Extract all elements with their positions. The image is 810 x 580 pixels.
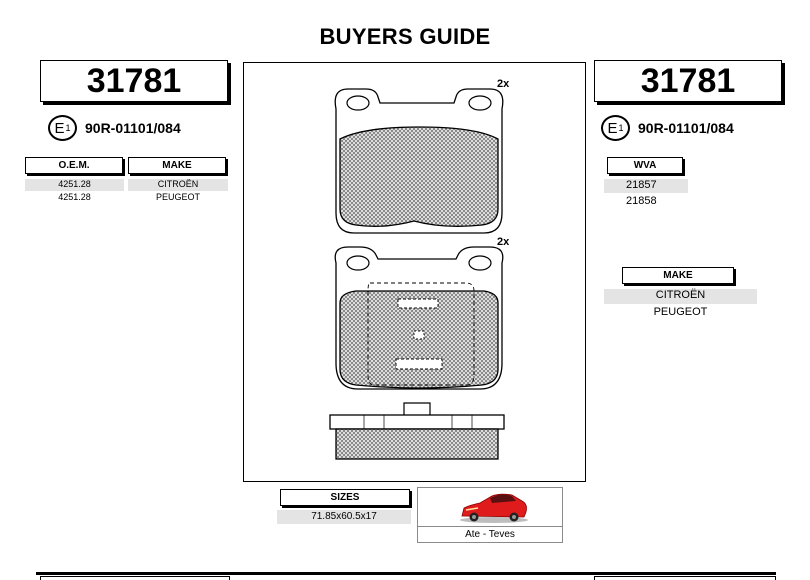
part-number-right: 31781 <box>594 60 782 102</box>
sizes-value: 71.85x60.5x17 <box>277 510 411 524</box>
bottom-pad-clip-center <box>414 331 424 339</box>
e-mark-icon <box>48 115 77 141</box>
wva-value-1: 21857 <box>604 179 688 193</box>
oem-make-1: CITROËN <box>128 179 228 191</box>
bottom-pad-left-hole <box>347 256 369 270</box>
top-pad-quantity: 2x <box>497 78 510 90</box>
make-header-left: MAKE <box>128 157 226 174</box>
bottom-pad-right-hole <box>469 256 491 270</box>
e-mark-number: 1 <box>618 123 624 133</box>
side-view-backing <box>330 415 504 429</box>
make-header-right: MAKE <box>622 267 734 284</box>
top-pad-left-hole <box>347 96 369 110</box>
certification-code: 90R-01101/084 <box>638 120 734 136</box>
sizes-header: SIZES <box>280 489 410 506</box>
e-mark-icon <box>601 115 630 141</box>
side-view-tab <box>404 403 430 415</box>
bottom-pad-quantity: 2x <box>497 236 510 248</box>
oem-make-2: PEUGEOT <box>155 192 200 202</box>
red-sports-car-icon <box>418 488 562 526</box>
part-number-left: 31781 <box>40 60 228 102</box>
top-pad-right-hole <box>469 96 491 110</box>
e-mark-number: 1 <box>65 123 71 133</box>
bottom-pad-clip-top <box>398 299 438 308</box>
oem-header: O.E.M. <box>25 157 123 174</box>
e-mark-letter: E <box>54 119 65 137</box>
brake-pad-drawing <box>243 62 586 482</box>
wva-header: WVA <box>607 157 683 174</box>
certification-left <box>48 114 181 142</box>
oem-value-2: 4251.28 <box>58 192 91 202</box>
make-value-1: CITROËN <box>604 289 757 304</box>
footer-rule <box>36 572 776 575</box>
certification-right <box>601 114 734 142</box>
make-value-2: PEUGEOT <box>653 306 708 318</box>
brand-box <box>417 487 563 543</box>
brand-label: Ate - Teves <box>418 526 562 542</box>
side-view-friction <box>336 429 498 459</box>
footer-box-left <box>40 576 230 580</box>
certification-code: 90R-01101/084 <box>85 120 181 136</box>
brake-pad-svg <box>244 63 587 483</box>
e-mark-letter: E <box>607 119 618 137</box>
oem-value-1: 4251.28 <box>25 179 124 191</box>
wva-value-2: 21858 <box>626 195 657 207</box>
footer-box-right <box>594 576 776 580</box>
bottom-pad-clip-bottom <box>396 359 442 369</box>
page-title: BUYERS GUIDE <box>319 24 491 49</box>
top-pad-friction-material <box>340 127 498 226</box>
